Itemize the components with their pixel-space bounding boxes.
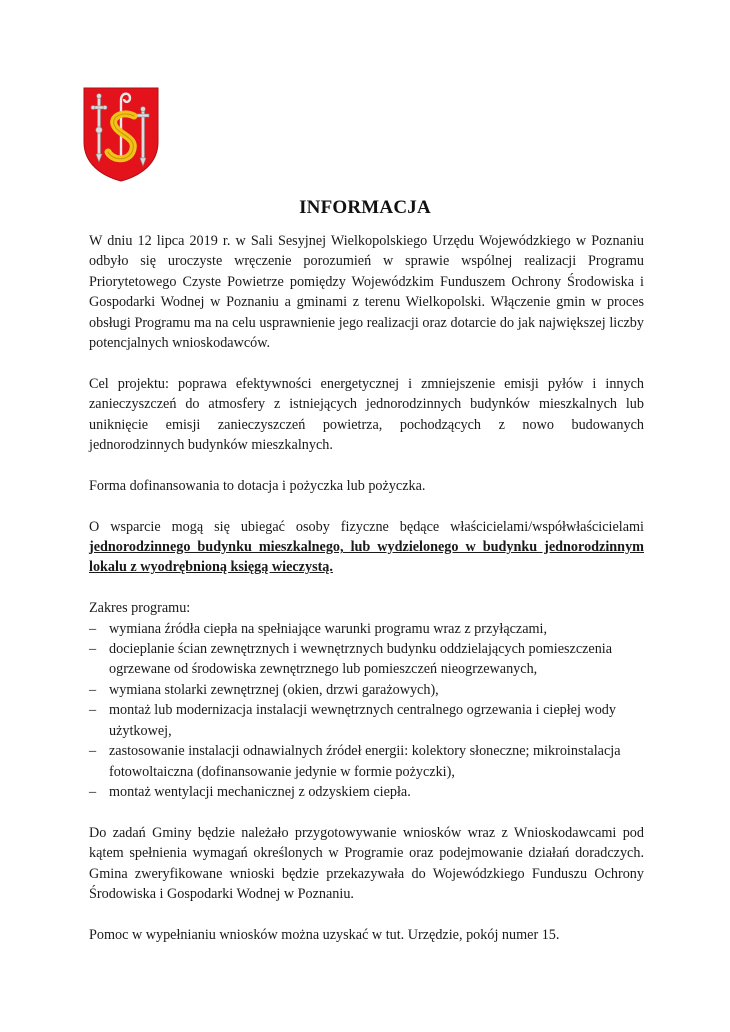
list-item [89,639,644,680]
list-marker: – [89,783,97,800]
list-marker: – [89,702,97,719]
coat-of-arms-icon [82,86,160,182]
list-item [89,700,644,741]
list-item-text: docieplanie ścian zewnętrznych i wewnętrznych budynku oddzielających pomieszczenia ogrzewane od środowiska zewnętrznego lub pomieszczeń nieogrzewanych, [109,641,613,678]
list-item [89,680,644,700]
scope-list [89,619,644,803]
municipality-tasks-paragraph: Do zadań Gminy będzie należało przygotowywanie wniosków wraz z Wnioskodawcami pod kątem spełnienia wymagań określonych w Programie oraz podejmowanie działań doradczych. Gmina zweryfikowane wnioski będzie przekazywała do Wojewódzkiego Funduszu Ochrony Środowiska i Gospodarki Wodnej w Poznaniu. [89,824,644,902]
list-item-text: wymiana źródła ciepła na spełniające warunki programu wraz z przyłączami, [109,620,548,637]
document-body [89,231,644,945]
scope-heading: Zakres programu: [89,600,191,617]
funding-form-paragraph: Forma dofinansowania to dotacja i pożyczka lub pożyczka. [89,477,426,494]
list-item [89,782,644,802]
list-item-text: montaż wentylacji mechanicznej z odzyskiem ciepła. [109,783,411,800]
eligibility-emphasis: jednorodzinnego budynku mieszkalnego, lub wydzielonego w budynku jednorodzinnym lokalu z wyodrębnioną księgą wieczystą. [89,539,644,576]
list-marker: – [89,743,97,760]
list-marker: – [89,620,97,637]
list-item-text: montaż lub modernizacja instalacji wewnętrznych centralnego ogrzewania i ciepłej wody użytkowej, [109,702,616,739]
document-title: INFORMACJA [299,197,431,218]
list-item [89,619,644,639]
list-item-text: zastosowanie instalacji odnawialnych źródeł energii: kolektory słoneczne; mikroinstalacja fotowoltaiczna (dofinansowanie jedynie w formie pożyczki), [109,743,621,780]
eligibility-text: O wsparcie mogą się ubiegać osoby fizyczne będące właścicielami/współwłaścicielami [89,518,644,535]
intro-paragraph: W dniu 12 lipca 2019 r. w Sali Sesyjnej Wielkopolskiego Urzędu Wojewódzkiego w Poznaniu odbyło się uroczyste wręczenie porozumień w sprawie wspólnej realizacji Programu Priorytetowego Czyste Powietrze pomiędzy Wojewódzkim Funduszem Ochrony Środowiska i Gospodarki Wodnej w Poznaniu a gminami z terenu Wielkopolski. Włączenie gmin w proces obsługi Programu ma na celu usprawnienie jego realizacji oraz dotarcie do jak największej liczby potencjalnych wnioskodawców. [89,233,644,352]
list-item-text: wymiana stolarki zewnętrznej (okien, drzwi garażowych), [109,681,439,698]
goal-paragraph: Cel projektu: poprawa efektywności energetycznej i zmniejszenie emisji pyłów i innych zanieczyszczeń do atmosfery z istniejących jednorodzinnych budynków mieszkalnych lub uniknięcie emisji zanieczyszczeń powietrza, pochodzących z nowo budowanych jednorodzinnych budynków mieszkalnych. [89,375,644,454]
list-marker: – [89,641,97,658]
list-item [89,741,644,782]
eligibility-paragraph [89,517,644,578]
help-note-paragraph: Pomoc w wypełnianiu wniosków można uzyskać w tut. Urzędzie, pokój numer 15. [89,926,560,943]
list-marker: – [89,681,97,698]
